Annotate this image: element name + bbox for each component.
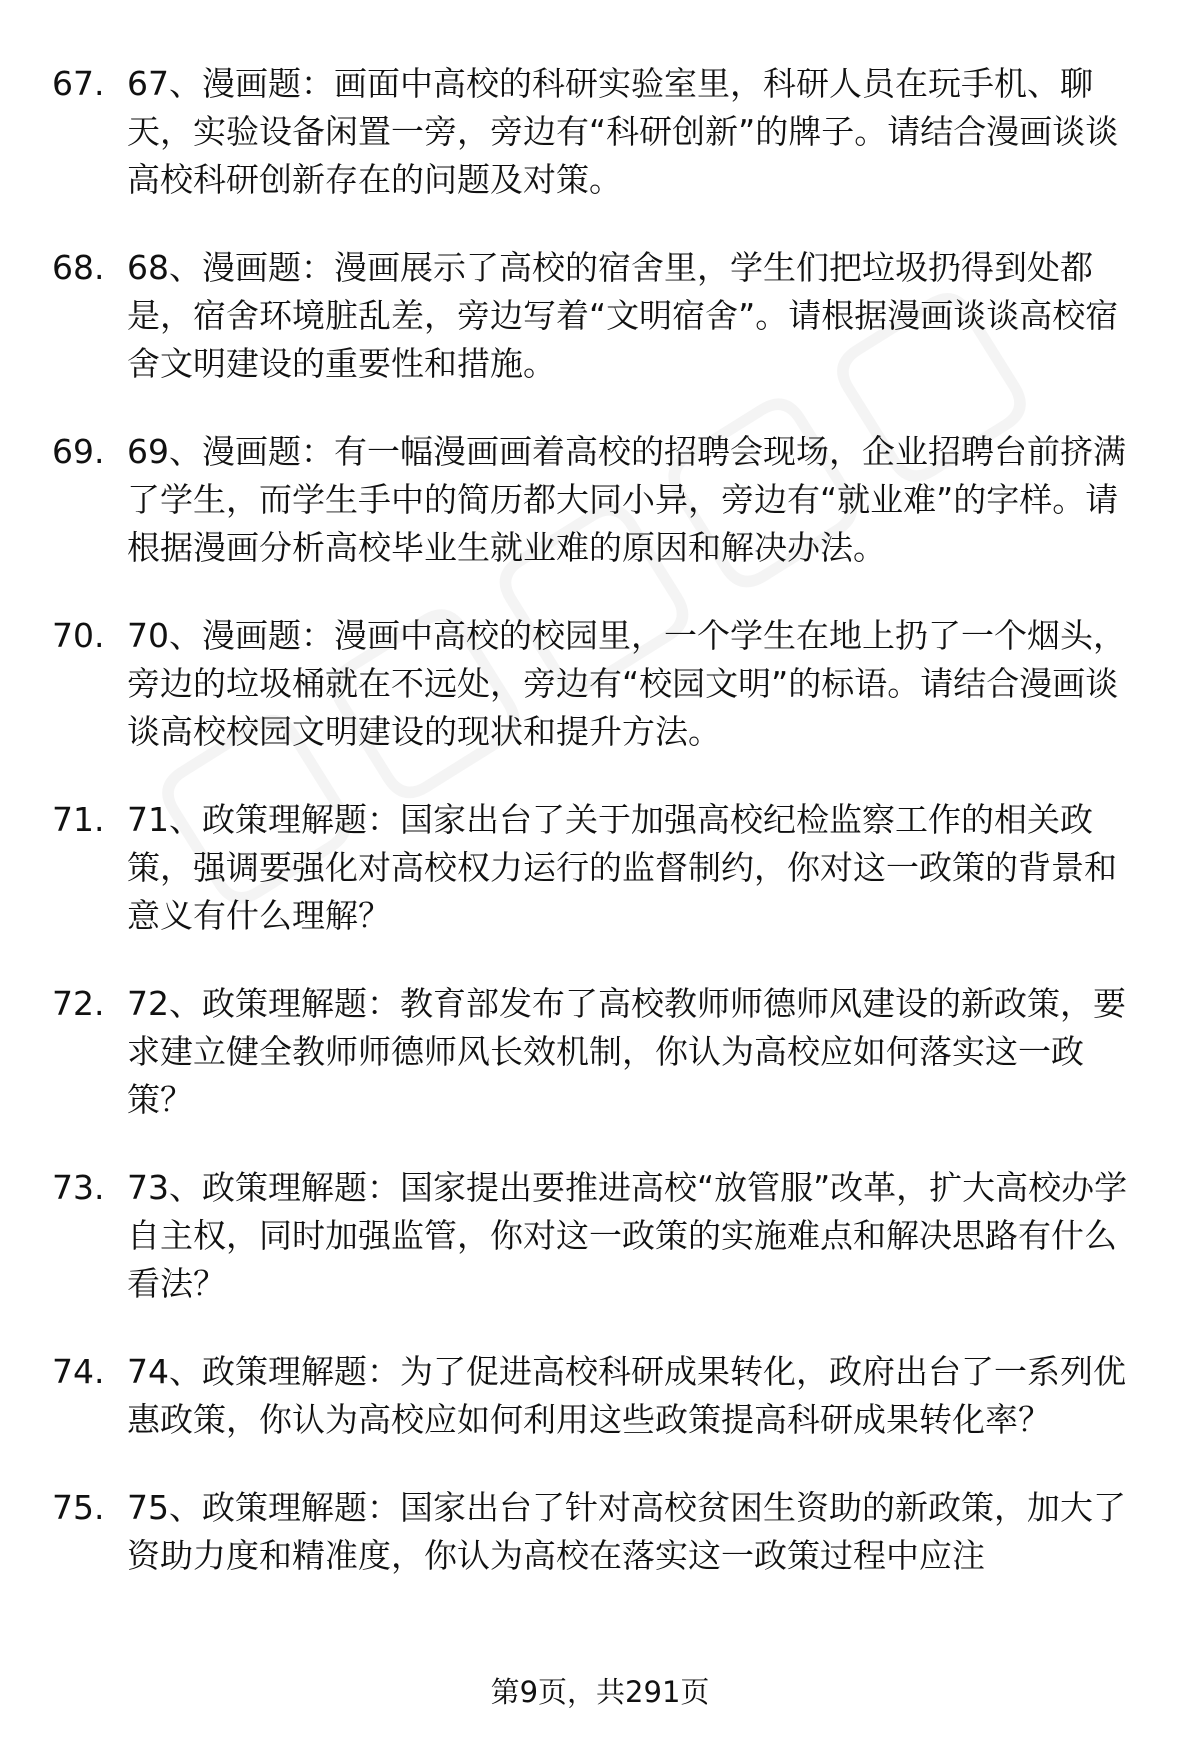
item-number: 70. — [52, 616, 105, 655]
item-number: 68. — [52, 248, 105, 287]
page-footer: 第9页，共291页 — [490, 1675, 710, 1709]
list-item — [0, 1164, 1200, 1308]
list-item — [0, 428, 1200, 572]
item-number: 69. — [52, 432, 105, 471]
question-text: 71、政策理解题：国家出台了关于加强高校纪检监察工作的相关政策，强调要强化对高校权力运行的监督制约，你对这一政策的背景和意义有什么理解？ — [127, 800, 1117, 935]
list-item — [0, 244, 1200, 388]
list-item — [0, 1348, 1200, 1444]
item-number: 72. — [52, 984, 105, 1023]
question-text: 69、漫画题：有一幅漫画画着高校的招聘会现场，企业招聘台前挤满了学生，而学生手中的简历都大同小异，旁边有“就业难”的字样。请根据漫画分析高校毕业生就业难的原因和解决办法。 — [127, 432, 1126, 567]
question-text: 68、漫画题：漫画展示了高校的宿舍里，学生们把垃圾扔得到处都是，宿舍环境脏乱差，旁边写着“文明宿舍”。请根据漫画谈谈高校宿舍文明建设的重要性和措施。 — [127, 248, 1119, 383]
item-number: 75. — [52, 1488, 105, 1527]
question-text: 74、政策理解题：为了促进高校科研成果转化，政府出台了一系列优惠政策，你认为高校应如何利用这些政策提高科研成果转化率？ — [127, 1352, 1126, 1439]
item-number: 71. — [52, 800, 105, 839]
list-item — [0, 1484, 1200, 1580]
question-text: 70、漫画题：漫画中高校的校园里，一个学生在地上扔了一个烟头，旁边的垃圾桶就在不远处，旁边有“校园文明”的标语。请结合漫画谈谈高校校园文明建设的现状和提升方法。 — [127, 616, 1126, 751]
question-text: 67、漫画题：画面中高校的科研实验室里，科研人员在玩手机、聊天，实验设备闲置一旁，旁边有“科研创新”的牌子。请结合漫画谈谈高校科研创新存在的问题及对策。 — [127, 64, 1119, 199]
item-number: 67. — [52, 64, 105, 103]
list-item — [0, 980, 1200, 1124]
question-text: 72、政策理解题：教育部发布了高校教师师德师风建设的新政策，要求建立健全教师师德师风长效机制，你认为高校应如何落实这一政策？ — [127, 984, 1126, 1119]
item-number: 73. — [52, 1168, 105, 1207]
question-text: 73、政策理解题：国家提出要推进高校“放管服”改革，扩大高校办学自主权，同时加强监管，你对这一政策的实施难点和解决思路有什么看法？ — [127, 1168, 1128, 1303]
item-number: 74. — [52, 1352, 105, 1391]
question-text: 75、政策理解题：国家出台了针对高校贫困生资助的新政策，加大了资助力度和精准度，你认为高校在落实这一政策过程中应注 — [127, 1488, 1126, 1575]
list-item — [0, 612, 1200, 756]
list-item — [0, 60, 1200, 204]
list-item — [0, 796, 1200, 940]
question-list — [0, 60, 1200, 1620]
